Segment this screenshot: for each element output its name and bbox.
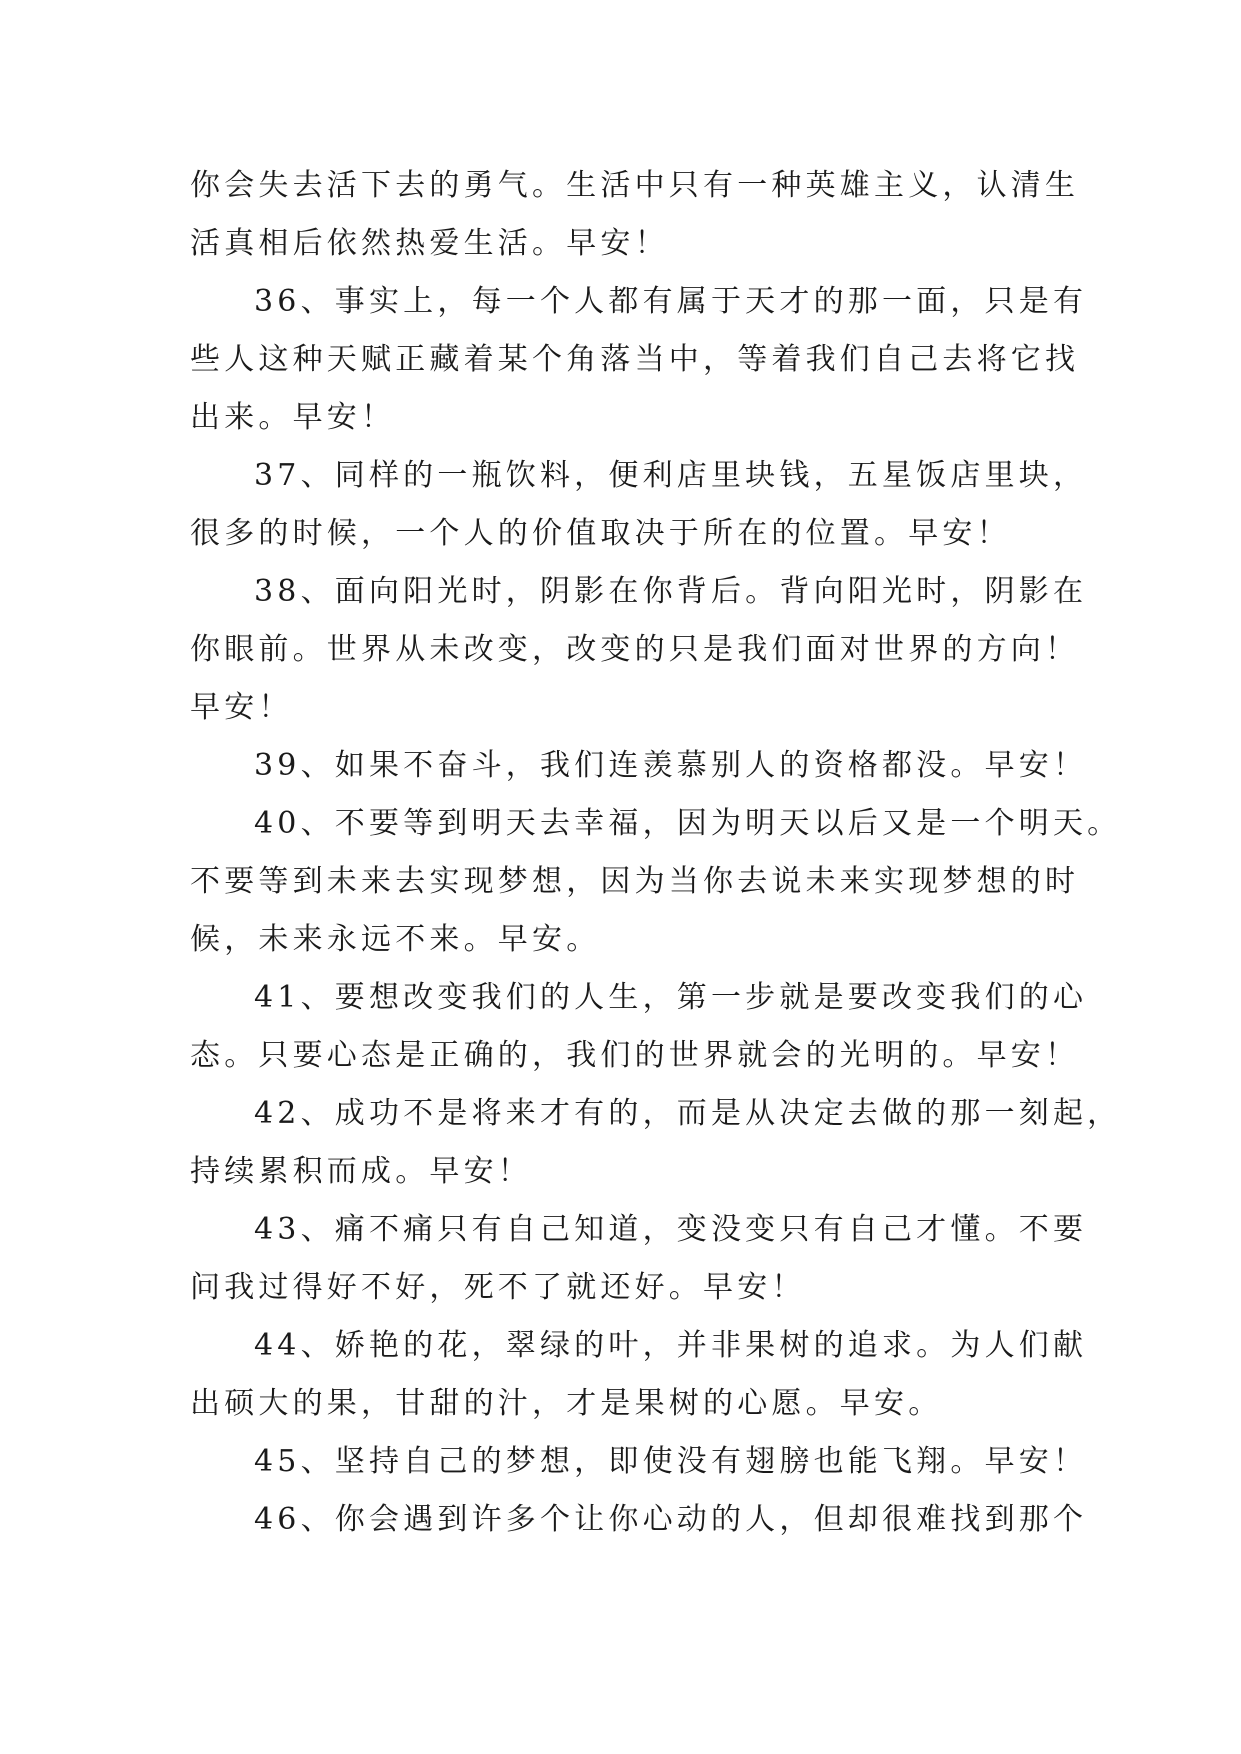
text-body (190, 157, 1122, 1549)
text-line: 出硕大的果，甘甜的汁，才是果树的心愿。早安。 (190, 1386, 943, 1421)
paragraph-start-42: 42、成功不是将来才有的，而是从决定去做的那一刻起， (254, 1096, 1122, 1131)
paragraph-start-44: 44、娇艳的花，翠绿的叶，并非果树的追求。为人们献 (254, 1328, 1088, 1363)
paragraph-start-39: 39、如果不奋斗，我们连羡慕别人的资格都没。早安！ (254, 748, 1088, 783)
paragraph-start-45: 45、坚持自己的梦想，即使没有翅膀也能飞翔。早安！ (254, 1444, 1088, 1479)
text-line: 些人这种天赋正藏着某个角落当中，等着我们自己去将它找 (190, 342, 1080, 377)
text-line: 候，未来永远不来。早安。 (190, 922, 601, 957)
text-line: 态。只要心态是正确的，我们的世界就会的光明的。早安！ (190, 1038, 1080, 1073)
text-line: 活真相后依然热爱生活。早安！ (190, 226, 669, 261)
paragraph-start-46: 46、你会遇到许多个让你心动的人，但却很难找到那个 (254, 1502, 1088, 1537)
paragraph-start-41: 41、要想改变我们的人生，第一步就是要改变我们的心 (254, 980, 1088, 1015)
paragraph-start-38: 38、面向阳光时，阴影在你背后。背向阳光时，阴影在 (254, 574, 1088, 609)
text-line: 问我过得好不好，死不了就还好。早安！ (190, 1270, 806, 1305)
text-line: 不要等到未来去实现梦想，因为当你去说未来实现梦想的时 (190, 864, 1080, 899)
paragraph-start-43: 43、痛不痛只有自己知道，变没变只有自己才懂。不要 (254, 1212, 1088, 1247)
paragraph-start-40: 40、不要等到明天去幸福，因为明天以后又是一个明天。 (254, 806, 1122, 841)
paragraph-start-36: 36、事实上，每一个人都有属于天才的那一面，只是有 (254, 284, 1088, 319)
text-line: 你会失去活下去的勇气。生活中只有一种英雄主义，认清生 (190, 168, 1080, 203)
text-line: 你眼前。世界从未改变，改变的只是我们面对世界的方向！ (190, 632, 1080, 667)
text-line: 早安！ (190, 690, 293, 725)
text-line: 很多的时候，一个人的价值取决于所在的位置。早安！ (190, 516, 1011, 551)
text-line: 出来。早安！ (190, 400, 396, 435)
paragraph-start-37: 37、同样的一瓶饮料，便利店里块钱，五星饭店里块， (254, 458, 1088, 493)
text-line: 持续累积而成。早安！ (190, 1154, 532, 1189)
